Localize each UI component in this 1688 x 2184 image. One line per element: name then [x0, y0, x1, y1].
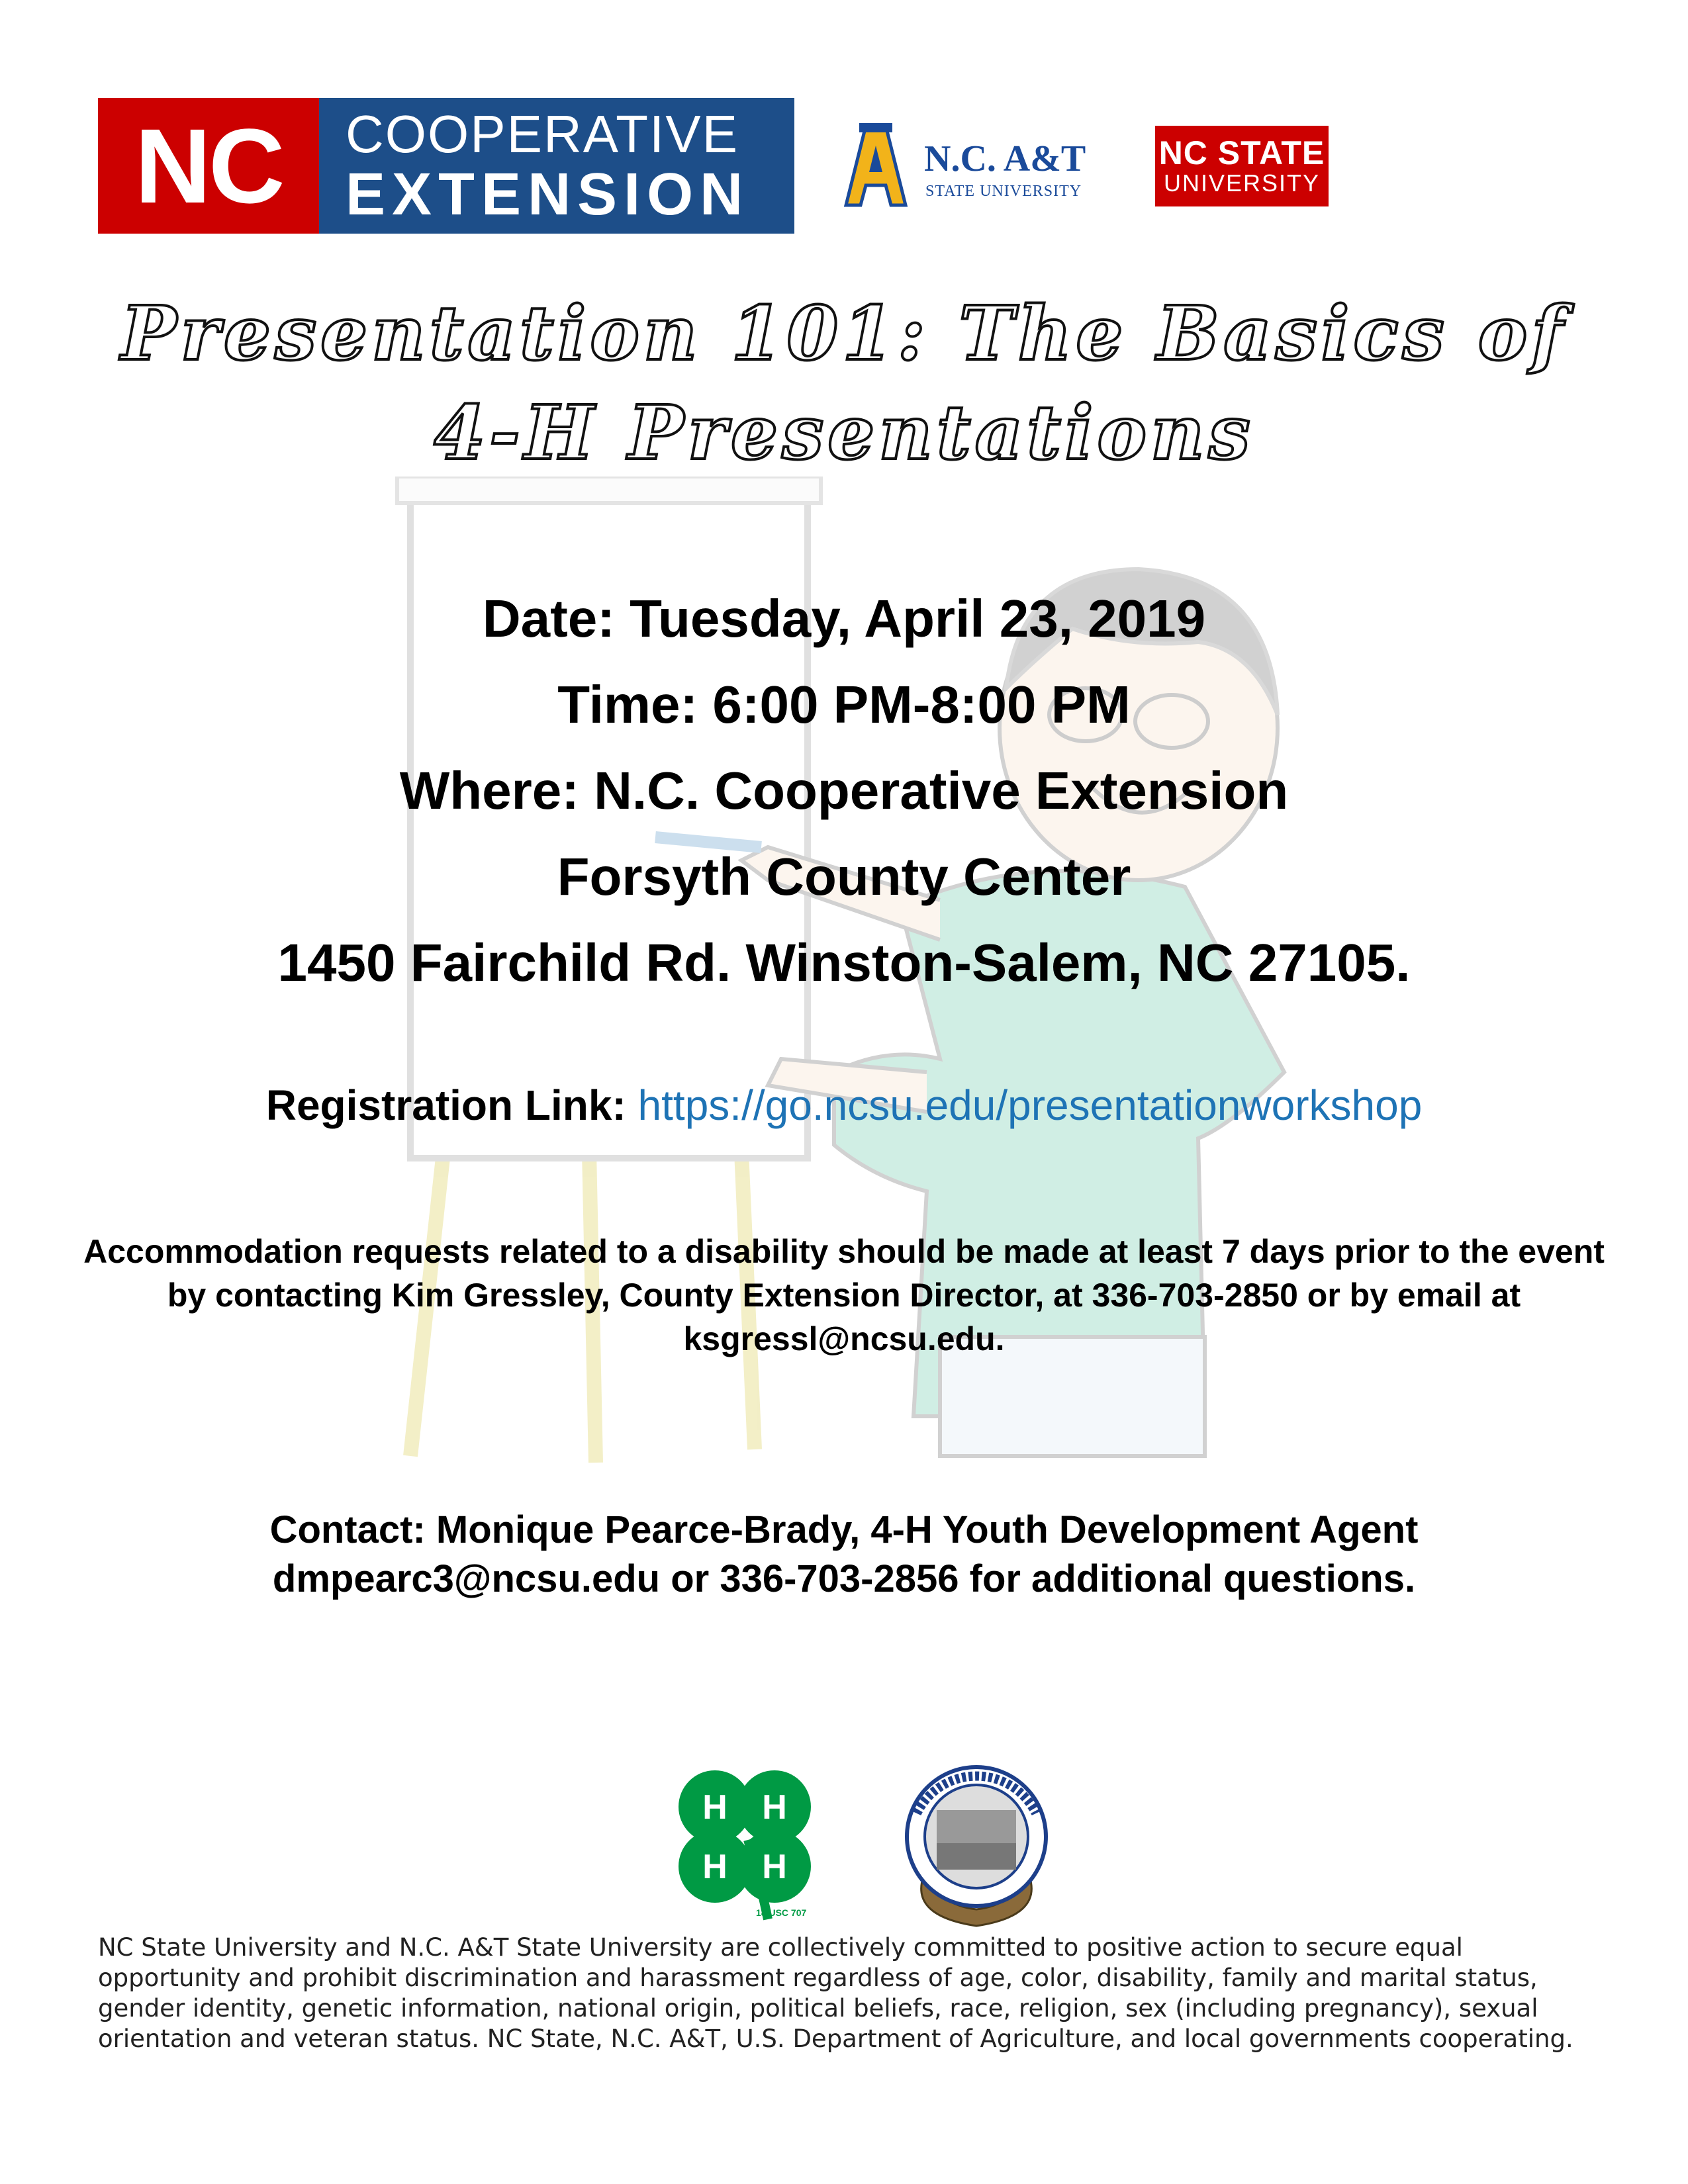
svg-text:H: H [702, 1788, 727, 1827]
nondiscrimination-disclaimer: NC State University and N.C. A&T State University are collectively committed to positive action to secure equal opportunity and prohibit discrimination and harassment regardless of age, color, disability, family and marital status, gender identity, genetic information, national origin, political beliefs, race, religion, sex (including pregnancy), sexual orientation and veteran status. NC State, N.C. A&T, U.S. Department of Agriculture, and local governments cooperating. [98, 1933, 1573, 2053]
contact-line-1: Contact: Monique Pearce-Brady, 4-H Youth Development Agent [269, 1508, 1419, 1551]
extension-logo-text [319, 98, 794, 234]
flyer-title [0, 285, 1688, 483]
registration-line [0, 1079, 1688, 1132]
cooperative-text: COOPERATIVE [346, 104, 739, 163]
title-line-1: Presentation 101: The Basics of [120, 291, 1568, 377]
extension-text: EXTENSION [346, 161, 750, 228]
accommodation-notice: Accommodation requests related to a disability should be made at least 7 days prior to the event by contacting Kim Gressley, County Extension Director, at 336-703-2850 or by email at ksgressl@ncsu.edu. [83, 1233, 1605, 1357]
forsyth-county-seal-icon [897, 1764, 1056, 1929]
ncstate-logo [1155, 126, 1329, 206]
svg-text:H: H [762, 1788, 787, 1827]
event-center: Forsyth County Center [557, 847, 1131, 906]
forsyth-county-seal [897, 1764, 1056, 1929]
four-h-clover-icon [669, 1760, 821, 1926]
nc-cooperative-extension-logo [98, 98, 794, 234]
contact-info [0, 1506, 1688, 1604]
ncstate-line1: NC STATE [1158, 134, 1325, 171]
event-location: Where: N.C. Cooperative Extension [399, 761, 1289, 820]
ncstate-line2: UNIVERSITY [1163, 169, 1321, 197]
ncat-subtitle: STATE UNIVERSITY [925, 183, 1082, 200]
registration-label: Registration Link: [265, 1081, 638, 1129]
title-line-2: 4-H Presentations [434, 390, 1254, 477]
event-date: Date: Tuesday, April 23, 2019 [482, 589, 1206, 648]
ncat-logo [839, 119, 1104, 212]
registration-link[interactable]: https://go.ncsu.edu/presentationworkshop [637, 1081, 1423, 1129]
event-address: 1450 Fairchild Rd. Winston-Salem, NC 27105. [277, 933, 1411, 992]
event-time: Time: 6:00 PM-8:00 PM [557, 675, 1131, 734]
svg-text:H: H [762, 1848, 787, 1886]
four-h-clover-logo [669, 1760, 821, 1926]
ncat-aggie-a-icon [839, 119, 912, 212]
svg-text:H: H [702, 1848, 727, 1886]
four-h-usc-mark: 18 USC 707 [756, 1907, 807, 1918]
ncat-name: N.C. A&T [924, 138, 1086, 179]
contact-line-2: dmpearc3@ncsu.edu or 336-703-2856 for additional questions. [272, 1557, 1416, 1600]
nc-logo-mark: NC [98, 98, 319, 234]
